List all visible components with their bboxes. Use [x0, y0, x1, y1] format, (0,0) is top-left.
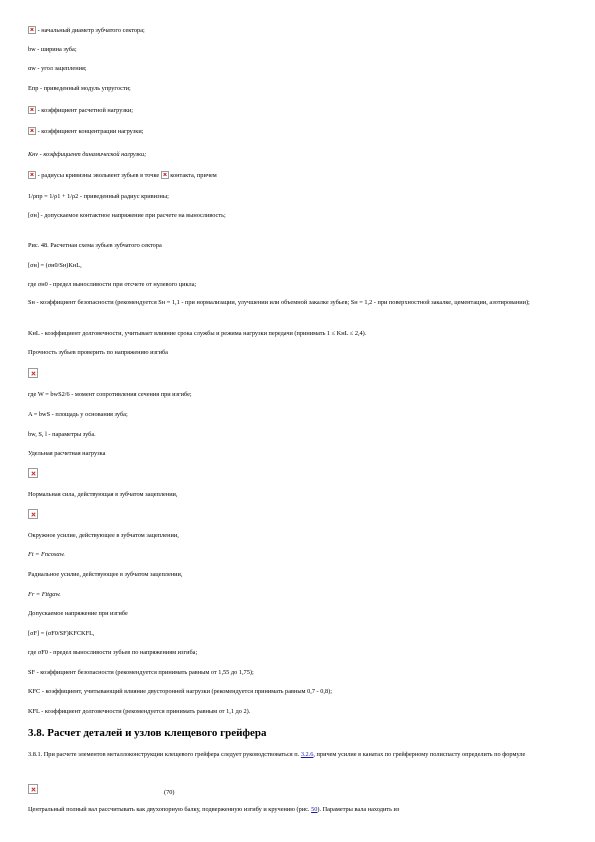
- text-line: [28, 449, 575, 458]
- text-line: [28, 329, 575, 338]
- text-line: [28, 84, 575, 93]
- broken-image-icon: [28, 368, 38, 378]
- text-line: [28, 171, 575, 180]
- line-text: Рис. 48. Расчетная схема зубьев зубчатого сектора: [28, 242, 162, 249]
- text-line: [28, 150, 575, 159]
- broken-image-icon: [28, 26, 36, 34]
- line-text: bw - ширина зуба;: [28, 46, 77, 53]
- line-text: - коэффициент концентрации нагрузки;: [37, 128, 144, 135]
- line-text: Центральный полный вал рассчитывать как двухопорную балку, подверженную изгибу и кручению (рис.: [28, 806, 310, 813]
- line-text: SF - коэффициент безопасности (рекомендуется принимать равным от 1,55 до 1,75);: [28, 669, 254, 676]
- figure-caption: [28, 241, 575, 250]
- equation-number: (70): [164, 789, 175, 796]
- broken-image-icon: [28, 468, 38, 478]
- line-text: Окружное усилие, действующее в зубчатом зацеплении,: [28, 532, 179, 539]
- text-line: [28, 106, 575, 115]
- text-line: [28, 261, 575, 270]
- text-line: [28, 390, 575, 399]
- text-line: [28, 45, 575, 54]
- text-paragraph: [28, 298, 575, 307]
- text-line: [28, 127, 575, 136]
- line-text: , причем усилие в канатах по грейферному полиспасту определить по формуле: [313, 751, 526, 758]
- text-line: [28, 590, 575, 599]
- text-line: [28, 550, 575, 559]
- line-text: Радиальное усилие, действующее в зубчатом зацеплении,: [28, 571, 183, 578]
- line-text: Eпр - приведенный модуль упругости;: [28, 85, 131, 92]
- broken-image-icon: [28, 106, 36, 114]
- line-text: где σF0 - предел выносливости зубьев по напряжениям изгиба;: [28, 649, 198, 656]
- formula-image: [28, 468, 575, 481]
- line-text: - радиусы кривизны эвольвент зубьев в точке: [37, 172, 160, 179]
- text-line: [28, 348, 575, 357]
- text-line: [28, 211, 575, 220]
- broken-image-icon: [161, 171, 169, 179]
- text-line: [28, 531, 575, 540]
- line-text: KFL - коэффициент долговечности (рекомендуется принимать равным от 1,1 до 2).: [28, 708, 251, 715]
- line-text: Fr = Fttgαw.: [28, 591, 61, 598]
- figure-link[interactable]: 50: [311, 806, 318, 813]
- line-text: где W = bwS2/6 - момент сопротивления сечения при изгибе;: [28, 391, 192, 398]
- text-line: [28, 750, 575, 759]
- line-text: bw, S, l - параметры зуба.: [28, 431, 96, 438]
- text-line: [28, 410, 575, 419]
- line-text: где σн0 - предел выносливости при отсчете от нулевого цикла;: [28, 281, 197, 288]
- broken-image-icon: [28, 171, 36, 179]
- broken-image-icon: [28, 509, 38, 519]
- line-text: KFC - коэффициент, учитывающий влияние двусторонней нагрузки (рекомендуется принимать равным 0,7 - 0,8);: [28, 688, 332, 695]
- text-line: [28, 26, 575, 35]
- line-text: 1/ρпр = 1/ρ1 + 1/ρ2 - приведенный радиус кривизны;: [28, 193, 169, 200]
- line-text: A = bwS - площадь у основания зуба;: [28, 411, 128, 418]
- line-text: - коэффициент расчетной нагрузки;: [37, 107, 134, 114]
- text-line: [28, 668, 575, 677]
- section-heading: 3.8. Расчет деталей и узлов клещевого грейфера: [28, 727, 267, 739]
- text-line: [28, 64, 575, 73]
- text-line: [28, 192, 575, 201]
- line-text: [σF] = (σF0/SF)KFCKFL,: [28, 630, 95, 637]
- line-text: [σн] = (σн0/Sн)KнL,: [28, 262, 82, 269]
- text-line: [28, 629, 575, 638]
- line-text: - начальный диаметр зубчатого сектора;: [37, 27, 145, 34]
- text-line: [28, 609, 575, 618]
- line-text: Удельная расчетная нагрузка: [28, 450, 106, 457]
- line-text: 3.8.1. При расчете элементов металлоконструкции клещевого грейфера следует руководствоваться п.: [28, 751, 300, 758]
- line-text: KнL - коэффициент долговечности, учитывает влияние срока службы и режима нагрузки передачи (принимать 1 ≤ KнL ≤ 2,4).: [28, 330, 367, 337]
- text-line: [28, 805, 575, 814]
- text-line: [28, 490, 575, 499]
- formula-image: [28, 368, 575, 381]
- line-text: Кнv - коэффициент динамической нагрузки;: [28, 151, 147, 158]
- text-line: [28, 430, 575, 439]
- text-line: [28, 280, 575, 289]
- formula-image: [28, 509, 575, 522]
- text-line: [28, 707, 575, 716]
- formula-line: [28, 784, 575, 797]
- line-text: Допускаемое напряжение при изгибе: [28, 610, 128, 617]
- line-text: Прочность зубьев проверить по напряжению изгиба: [28, 349, 168, 356]
- text-line: [28, 687, 575, 696]
- broken-image-icon: [28, 127, 36, 135]
- broken-image-icon: [28, 784, 38, 794]
- text-line: [28, 570, 575, 579]
- line-text: ). Параметры вала находить из: [317, 806, 400, 813]
- section-link[interactable]: 3.2.6: [300, 751, 314, 758]
- line-text: αw - угол зацепления;: [28, 65, 87, 72]
- line-text: Ft = Fncosαw.: [28, 551, 65, 558]
- line-text: Нормальная сила, действующая в зубчатом зацеплении,: [28, 491, 178, 498]
- text-line: [28, 648, 575, 657]
- line-text: Sн - коэффициент безопасности (рекомендуется Sн = 1,1 - при нормализации, улучшении или объемной закалке зубьев; Sн = 1,2 - при поверхностной закалке, цементации, азотировании);: [28, 299, 530, 306]
- line-text: [σн] - допускаемое контактное напряжение при расчете на выносливость;: [28, 212, 226, 219]
- line-text: контакта, причем: [170, 172, 217, 179]
